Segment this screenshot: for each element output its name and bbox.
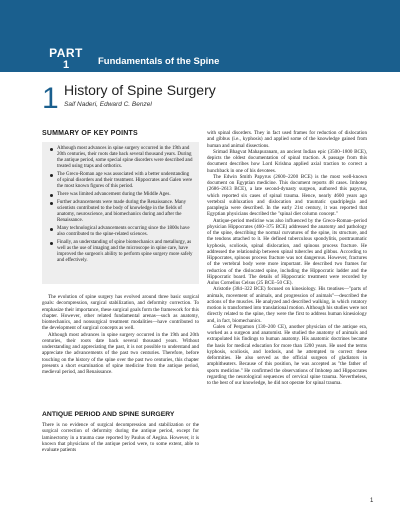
summary-item: There was limited advancement during the Middle Ages. xyxy=(50,192,193,198)
right-paragraph-6: Galen of Pergamon (130–200 CE), another physician of the antique era, worked as a surgeon and anatomist. He studied the anatomy of animals and extrapolated his findings to human anatomy. His anatomic doctrines became the basis for medical education for more than 1200 years. He used the terms kyphosis, scoliosis, and lordosis, and he attempted to correct these deformities. He also served as the official surgeon of gladiators in amphitheaters. Because of this position, he was accepted as "the father of sports medicine." He confirmed the observations of Imhotep and Hippocrates regarding the neurological sequences of cervical spine trauma. Nevertheless, to the best of our knowledge, he did not operate for spinal trauma. xyxy=(207,323,367,386)
intro-paragraph: The evolution of spine surgery has evolved around three basic surgical goals: decompression, surgical stabilization, and deformity correction. To emphasize their importance, these surgical goals form the framework for this chapter. However, other related fundamental arenas—such as anatomy, biomechanics, and nonsurgical treatment modalities—have contributed to the development of surgical concepts as well. xyxy=(42,294,199,332)
right-paragraph-4: Antique-period medicine was also influenced by the Greco-Roman–period physician Hippocrates (460–375 BCE) addressed the anatomy and pathology of the spine, describing the normal curvatures of the spine, its structure, and the tendons attached to it. He defined tuberculous spondylitis, posttraumatic kyphosis, scoliosis, spinal dislocation, and spinous process fracture. He addressed the relationship between spinal tubercles and gibbus. According to Hippocrates, spinous process fracture was not dangerous. However, fractures of the vertebral body were more important. He described two frames for reduction of the dislocated spine, including the Hippocratic ladder and the Hippocratic board. The details of Hippocratic treatment were recorded by Aulus Cornelius Celsus (25 BCE–50 CE). xyxy=(207,217,367,286)
summary-item: Although most advances in spine surgery occurred in the 19th and 20th centuries, their roots date back several thousand years. During the antique period, some special spine disorders were described and treated using traps and orthotics. xyxy=(50,146,193,170)
right-paragraph-3: The Edwin Smith Papyrus (2600–2200 BCE) is the most well-known document on Egyptian medicine. This document reports 48 cases. Imhotep (2686–2613 BCE), a late second-dynasty surgeon, authored this papyrus, which reported six cases of spinal trauma. Hence, nearly 4600 years ago vertebral subluxation and dislocation and traumatic quadriplegia and paraplegia were described. In the early 21st century, it was reported that Egyptian physicians described the "spinal diet column concept." xyxy=(207,173,367,218)
right-paragraph-2: Srimad Bhagvat Mahapuranam, an ancient Indian epic (3500–1800 BCE), depicts the oldest documentation of spinal traction. A passage from this document describes how Lord Krishna applied axial traction to correct a hunchback in one of his devotees. xyxy=(207,148,367,174)
chapter-authors: Saif Naderi, Edward C. Benzel xyxy=(64,101,152,108)
part-number: 1 xyxy=(62,59,70,71)
summary-item: Finally, an understanding of spine biomechanics and metallurgy, as well as the use of imaging and the microscope in spine care, have improved the surgeon's ability to perform spine surgery more safely and effectively. xyxy=(50,240,193,264)
section-paragraph: There is no evidence of surgical decompression and stabilization or the surgical correction of deformity during the antique period, except for laminectomy in a trauma case reported by Paulus of Aegina. However, it is known that physicians of the antique period were, to some extent, able to evaluate patients xyxy=(42,422,199,453)
intro-paragraph-2: Although most advances in spine surgery occurred in the 19th and 20th centuries, their roots date back several thousand years. Without understanding and appreciating the past, it is not possible to understand and appreciate the advancements of the past two centuries. Therefore, before touching on the history of the spine over the past two centuries, this chapter presents a short examination of spine medicine from the antique period, medieval period, and Renaissance. xyxy=(42,331,199,375)
summary-heading: SUMMARY OF KEY POINTS xyxy=(42,130,138,137)
chapter-number: 1 xyxy=(42,82,59,115)
part-badge xyxy=(42,46,90,72)
part-title: Fundamentals of the Spine xyxy=(98,56,220,67)
right-paragraph-1: with spinal disorders. They in fact used frames for reduction of dislocation and gibbus (i.e., kyphosis) and applied some of the knowledge gained from human and animal dissections. xyxy=(207,130,367,149)
summary-item: Further advancements were made during the Renaissance. Many scientists contributed to the body of knowledge in the fields of anatomy, neuroscience, and biomechanics during and after the Renaissance. xyxy=(50,200,193,224)
right-body-text xyxy=(207,130,367,499)
part-label: PART xyxy=(49,46,83,60)
page-number: 1 xyxy=(370,498,374,504)
summary-item: Many technological advancements occurring since the 1800s have also contributed to the spine-related sciences. xyxy=(50,226,193,238)
summary-box xyxy=(42,142,199,284)
left-body-text xyxy=(42,294,199,404)
right-paragraph-5: Aristotle (384–322 BCE) focused on kinesiology. His treatises—"parts of animals, movement of animals, and progression of animals"—described the actions of the muscles. He analyzed and described walking, in which rotatory motion is transformed into translational motion. Although his studies were not directly related to the spine, they were the first to address human kinesiology and, in fact, biomechanics. xyxy=(207,286,367,324)
section-heading: ANTIQUE PERIOD AND SPINE SURGERY xyxy=(42,411,175,418)
chapter-title: History of Spine Surgery xyxy=(64,82,216,98)
summary-item: The Greco-Roman age was associated with a better understanding of spinal disorders and their treatment. Hippocrates and Galen were the most known figures of this period. xyxy=(50,172,193,190)
section-body-text xyxy=(42,422,199,498)
summary-list xyxy=(50,146,193,264)
